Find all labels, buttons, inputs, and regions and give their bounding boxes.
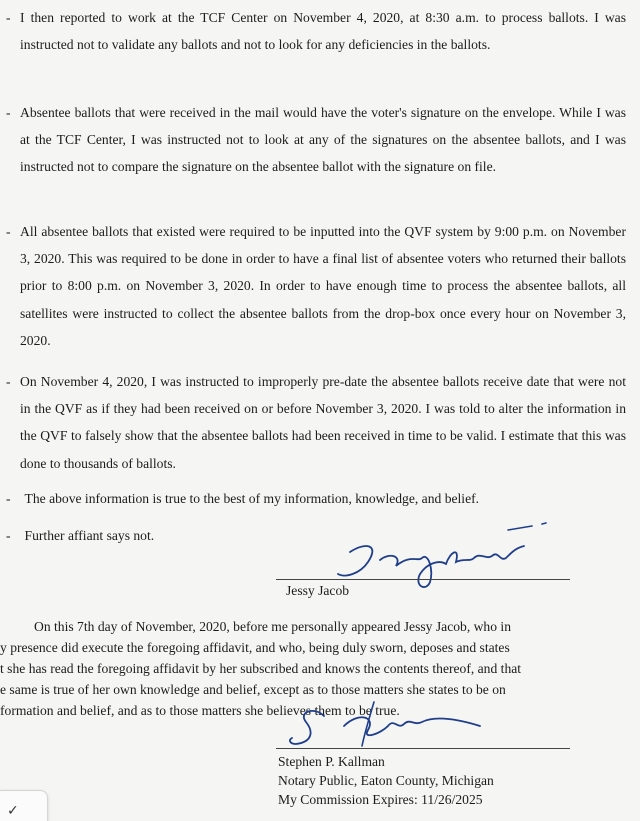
notary-line: e same is true of her own knowledge and belief, except as to those matters she states to be on xyxy=(0,682,506,697)
notary-line: On this 7th day of November, 2020, before me personally appeared Jessy Jacob, who in xyxy=(34,619,512,634)
paragraph-3 xyxy=(6,218,626,354)
paragraph-text: Absentee ballots that were received in the mail would have the voter's signature on the envelope. While I was at the TCF Center, I was instructed not to look at any of the signatures on the absentee ballots, and I was instructed not to compare the signature on the absentee ballot with the signature on file. xyxy=(20,105,626,175)
closing-statement xyxy=(6,526,154,546)
closing-text: Further affiant says not. xyxy=(24,528,155,543)
notary-commission: My Commission Expires: 11/26/2025 xyxy=(278,792,483,807)
paragraph-2 xyxy=(6,99,626,181)
paragraph-text: All absentee ballots that existed were required to be inputted into the QVF system by 9:00 p.m. on November 3, 2020. This was required to be done in order to have a final list of absentee voters who returned their ballots prior to 8:00 p.m. on November 3, 2020. In order to have enough time to process the absentee ballots, all satellites were instructed to collect the absentee ballots from the drop-box once every hour on November 3, 2020. xyxy=(20,224,626,348)
notary-title: Notary Public, Eaton County, Michigan xyxy=(278,773,494,788)
notary-block xyxy=(278,752,494,809)
check-icon: ✓ xyxy=(7,803,19,819)
corner-check-button[interactable] xyxy=(0,790,48,821)
notary-signature xyxy=(284,696,514,754)
notary-line: t she has read the foregoing affidavit by her subscribed and knows the contents thereof, and that xyxy=(0,661,522,676)
bullet-marker: - xyxy=(6,528,11,543)
notary-line: formation and belief, and as to those matters she believes them to be true. xyxy=(0,703,400,718)
bullet-marker: - xyxy=(6,224,11,239)
paragraph-4 xyxy=(6,368,626,477)
bullet-marker: - xyxy=(6,10,11,25)
paragraph-text: The above information is true to the best of my information, knowledge, and belief. xyxy=(24,491,480,506)
paragraph-5 xyxy=(6,489,479,509)
affiant-signature-line xyxy=(276,579,570,580)
paragraph-1 xyxy=(6,4,626,58)
paragraph-text: On November 4, 2020, I was instructed to improperly pre-date the absentee ballots receive date that were not in the QVF as if they had been received on or before November 3, 2020. I was told to alter the information in the QVF to falsely show that the absentee ballots had been received in time to be valid. I estimate that this was done to thousands of ballots. xyxy=(20,374,626,471)
bullet-marker: - xyxy=(6,491,11,506)
notary-line: y presence did execute the foregoing affidavit, and who, being duly sworn, deposes and states xyxy=(0,640,510,655)
bullet-marker: - xyxy=(6,105,11,120)
notary-name: Stephen P. Kallman xyxy=(278,754,385,769)
notary-signature-line xyxy=(276,748,570,749)
affiant-name: Jessy Jacob xyxy=(286,583,350,598)
bullet-marker: - xyxy=(6,374,11,389)
paragraph-text: I then reported to work at the TCF Center on November 4, 2020, at 8:30 a.m. to process ballots. I was instructed not to validate any ballots and not to look for any deficiencies in the ballots. xyxy=(20,10,626,53)
